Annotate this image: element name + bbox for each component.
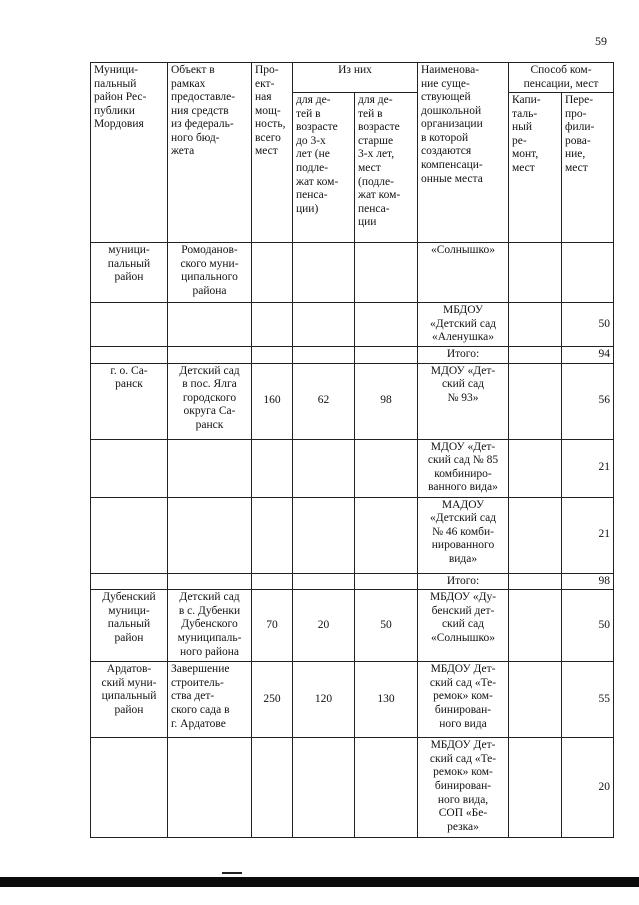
table-row xyxy=(91,303,614,347)
cell-object: Детский сад в с. Дубенки Дубенского муниципаль- ного района xyxy=(168,590,252,662)
total-label: Итого: xyxy=(418,573,509,590)
cell-repair xyxy=(509,590,562,662)
cell-capacity xyxy=(252,303,293,347)
cell-capacity xyxy=(252,439,293,497)
cell-over-3 xyxy=(355,497,418,573)
header-org-name: Наименова- ние суще- ствующей дошкольной организации в которой создаются компенсаци- онные места xyxy=(418,63,509,243)
cell-reprofile xyxy=(562,243,614,303)
cell-municipality: Дубенский муници- пальный район xyxy=(91,590,168,662)
cell-reprofile: 21 xyxy=(562,439,614,497)
total-label: Итого: xyxy=(418,347,509,364)
header-capacity: Про- ект- ная мощ- ность, всего мест xyxy=(252,63,293,243)
cell-org: МБДОУ «Детский сад «Аленушка» xyxy=(418,303,509,347)
table-row xyxy=(91,662,614,738)
cell-org: «Солнышко» xyxy=(418,243,509,303)
cell-reprofile: 20 xyxy=(562,738,614,838)
total-row xyxy=(91,573,614,590)
cell-under-3 xyxy=(293,738,355,838)
cell-reprofile: 21 xyxy=(562,497,614,573)
cell-under-3: 20 xyxy=(293,590,355,662)
cell-over-3: 50 xyxy=(355,590,418,662)
cell-capacity xyxy=(252,497,293,573)
cell-object: Детский сад в пос. Ялга городского округа Са- ранск xyxy=(168,363,252,439)
cell-object: Завершение строитель- ства дет- ского сада в г. Ардатове xyxy=(168,662,252,738)
cell-municipality: г. о. Са- ранск xyxy=(91,363,168,439)
cell-over-3 xyxy=(355,303,418,347)
table-row xyxy=(91,590,614,662)
header-method: Способ ком- пенсации, мест xyxy=(509,63,614,93)
cell-repair xyxy=(509,439,562,497)
cell-over-3 xyxy=(355,738,418,838)
header-under-3: для де- тей в возрасте до 3-х лет (не подле- жат ком- пенса- ции) xyxy=(293,93,355,243)
cell-under-3 xyxy=(293,303,355,347)
cell-over-3: 98 xyxy=(355,363,418,439)
cell-object xyxy=(168,439,252,497)
table-row xyxy=(91,738,614,838)
cell-org: МБДОУ Дет- ский сад «Те- ремок» ком- бинирован- ного вида, СОП «Бе- резка» xyxy=(418,738,509,838)
cell-org: МАДОУ «Детский сад № 46 комби- нированного вида» xyxy=(418,497,509,573)
cell-object xyxy=(168,738,252,838)
cell-municipality xyxy=(91,497,168,573)
table-row xyxy=(91,439,614,497)
cell-object: Ромоданов- ского муни- ципального района xyxy=(168,243,252,303)
cell-repair xyxy=(509,303,562,347)
cell-repair xyxy=(509,497,562,573)
cell-repair xyxy=(509,738,562,838)
total-value: 94 xyxy=(562,347,614,364)
cell-reprofile: 55 xyxy=(562,662,614,738)
cell-capacity: 160 xyxy=(252,363,293,439)
cell-repair xyxy=(509,363,562,439)
cell-org: МБДОУ Дет- ский сад «Те- ремок» ком- бинирован- ного вида xyxy=(418,662,509,738)
table-row xyxy=(91,243,614,303)
header-row-1 xyxy=(91,63,614,93)
table-row xyxy=(91,363,614,439)
cell-over-3: 130 xyxy=(355,662,418,738)
cell-reprofile: 50 xyxy=(562,303,614,347)
total-row xyxy=(91,347,614,364)
cell-object xyxy=(168,497,252,573)
cell-repair xyxy=(509,662,562,738)
cell-capacity: 250 xyxy=(252,662,293,738)
header-municipality: Муници- пальный район Рес- публики Мордовия xyxy=(91,63,168,243)
compensation-places-table xyxy=(90,62,614,838)
cell-capacity xyxy=(252,738,293,838)
cell-org: МДОУ «Дет- ский сад № 85 комбиниро- ванного вида» xyxy=(418,439,509,497)
cell-org: МДОУ «Дет- ский сад № 93» xyxy=(418,363,509,439)
cell-municipality xyxy=(91,303,168,347)
scan-mark xyxy=(222,872,242,874)
header-object: Объект в рамках предоставле- ния средств из федераль- ного бюд- жета xyxy=(168,63,252,243)
cell-under-3 xyxy=(293,439,355,497)
cell-over-3 xyxy=(355,439,418,497)
cell-object xyxy=(168,303,252,347)
cell-capacity: 70 xyxy=(252,590,293,662)
scan-edge-bar xyxy=(0,877,639,887)
cell-repair xyxy=(509,243,562,303)
total-value: 98 xyxy=(562,573,614,590)
header-of-them: Из них xyxy=(293,63,418,93)
header-over-3: для де- тей в возрасте старше 3-х лет, мест (подле- жат ком- пенса- ции xyxy=(355,93,418,243)
cell-org: МБДОУ «Ду- бенский дет- ский сад «Солнышко» xyxy=(418,590,509,662)
cell-municipality xyxy=(91,738,168,838)
cell-reprofile: 56 xyxy=(562,363,614,439)
cell-over-3 xyxy=(355,243,418,303)
cell-capacity xyxy=(252,243,293,303)
page-number: 59 xyxy=(595,34,607,48)
header-repair: Капи- таль- ный ре- монт, мест xyxy=(509,93,562,243)
cell-under-3 xyxy=(293,497,355,573)
cell-under-3: 120 xyxy=(293,662,355,738)
table-row xyxy=(91,497,614,573)
cell-municipality xyxy=(91,439,168,497)
cell-reprofile: 50 xyxy=(562,590,614,662)
header-reprofile: Пере- про- фили- рова- ние, мест xyxy=(562,93,614,243)
cell-municipality: муници- пальный район xyxy=(91,243,168,303)
cell-municipality: Ардатов- ский муни- ципальный район xyxy=(91,662,168,738)
cell-under-3: 62 xyxy=(293,363,355,439)
cell-under-3 xyxy=(293,243,355,303)
